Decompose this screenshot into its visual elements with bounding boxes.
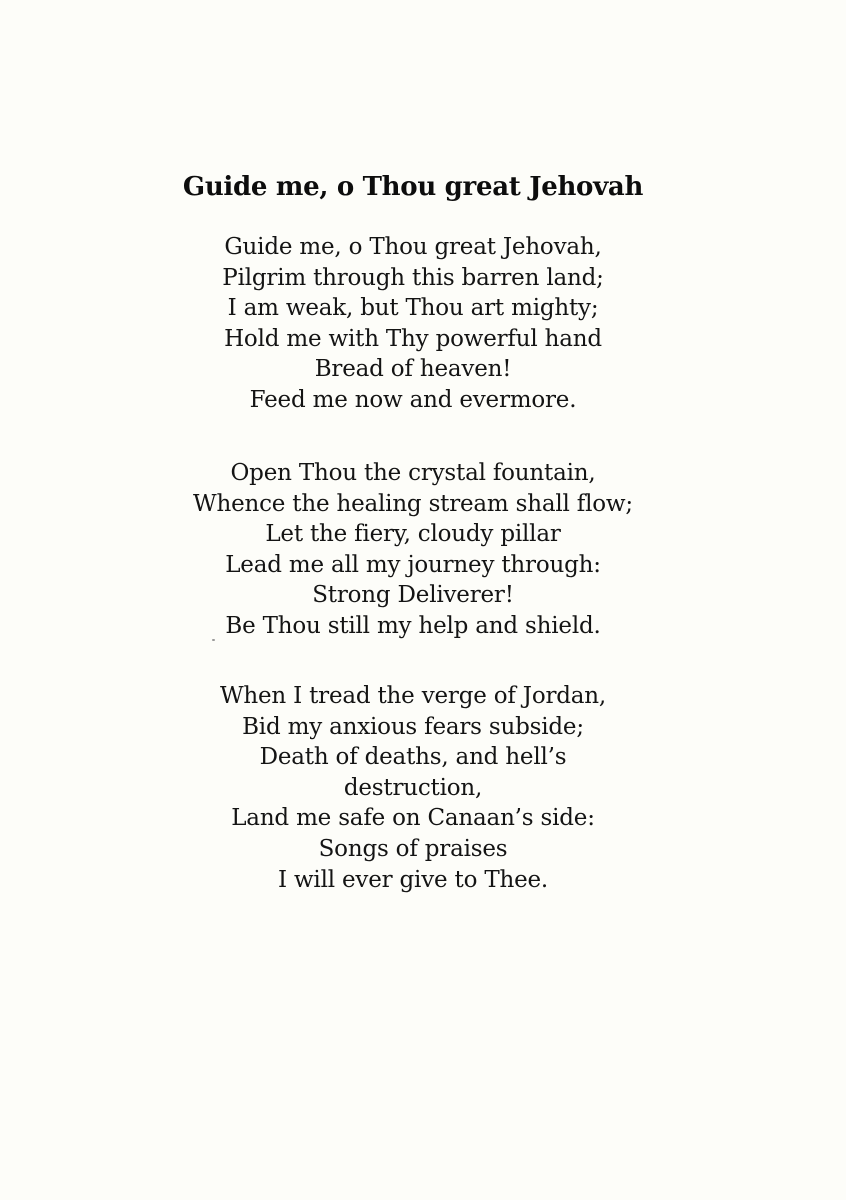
verse-line: Land me safe on Canaan’s side: (231, 805, 595, 832)
verse-line: destruction, (343, 774, 483, 801)
verse-line: Hold me with Thy powerful hand (224, 325, 602, 352)
stanza-1 (0, 232, 826, 416)
verse-line: Open Thou the crystal fountain, (230, 460, 596, 486)
verse-line: Songs of praises (318, 835, 508, 862)
verse-line: Guide me, o Thou great Jehovah, (224, 234, 602, 260)
verse-line: Lead me all my journey through: (225, 551, 601, 578)
verse-line: Bread of heaven! (314, 356, 512, 383)
verse-line: Let the fiery, cloudy pillar (265, 521, 561, 548)
verse-line: Be Thou still my help and shield. (225, 612, 601, 639)
verse-line: I will ever give to Thee. (277, 866, 549, 893)
scan-speck (212, 639, 215, 641)
hymn-title: Guide me, o Thou great Jehovah (182, 172, 644, 202)
verse-line: Whence the healing stream shall flow; (193, 490, 633, 517)
verse-line: When I tread the verge of Jordan, (219, 683, 607, 709)
stanza-2 (0, 458, 826, 642)
verse-line: Bid my anxious fears subside; (242, 713, 584, 740)
verse-line: Pilgrim through this barren land; (222, 264, 604, 291)
verse-line: Feed me now and evermore. (249, 386, 577, 413)
stanza-3 (0, 681, 826, 895)
verse-line: Death of deaths, and hell’s (259, 744, 567, 771)
verse-line: Strong Deliverer! (312, 582, 514, 609)
verse-line: I am weak, but Thou art mighty; (227, 295, 599, 322)
